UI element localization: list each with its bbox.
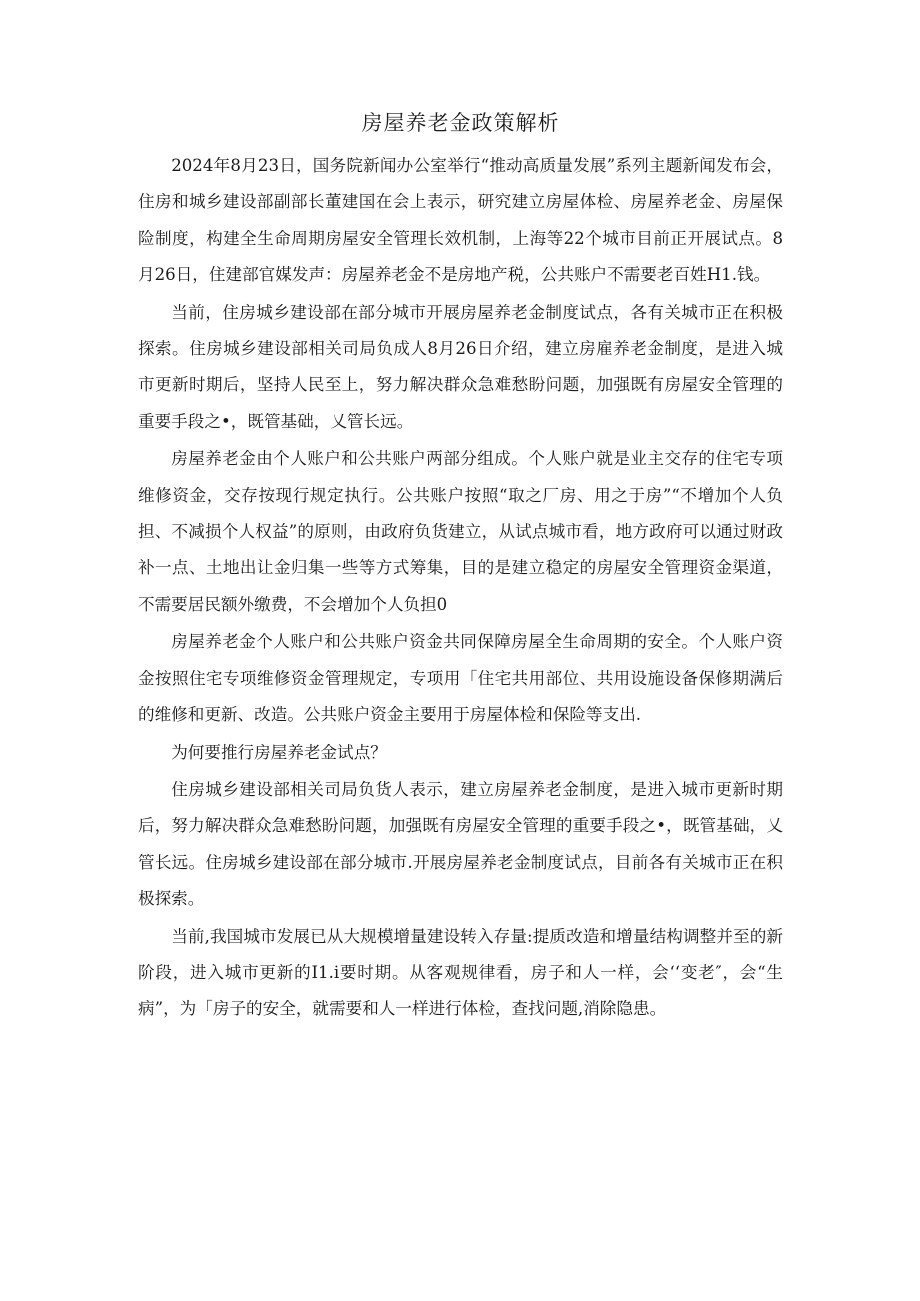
paragraph-3: 房屋养老金由个人账户和公共账户两部分组成。个人账户就是业主交存的住宅专项维修资金，交存按现行规定执行。公共账户按照“取之厂房、用之于房”“不增加个人负担、不减损个人权益”的原则，由政府负货建立，从试点城市看，地方政府可以通过财政补一点、土地出让金归集一些等方式筹集，目的是建立稳定的房屋安全管理资金渠道，不需要居民额外缴费，不会增加个人负担0 xyxy=(138,449,783,614)
section-question: 为何要推行房屋养老金试点？ xyxy=(171,742,387,762)
document-page xyxy=(138,108,783,1029)
document-title: 房屋养老金政策解析 xyxy=(361,111,560,135)
paragraph-1: 2024年8月23日，国务院新闻办公室举行“推动高质量发展”系列主题新闻发布会，住房和城乡建设部副部长董建国在会上表示，研究建立房屋体检、房屋养老金、房屋保险制度，构建全生命周期房屋安全管理长效机制，上海等22个城市目前正开展试点。8月26日，住建部官媒发声：房屋养老金不是房地产税，公共账户不需要老百姓H1.钱。 xyxy=(138,156,783,285)
paragraph-2: 当前，住房城乡建设部在部分城市开展房屋养老金制度试点，各有关城市正在积极探索。住房城乡建设部相关司局负成人8月26日介绍，建立房雇养老金制度，是进入城市更新时期后，坚持人民至上，努力解决群众急难愁盼问题，加强既有房屋安全管理的重要手段之•，既管基础，乂管长远。 xyxy=(138,302,783,431)
paragraph-5: 住房城乡建设部相关司局负货人表示，建立房屋养老金制度，是进入城市更新时期后，努力解决群众急难愁盼问题，加强既有房屋安全管理的重要手段之•，既管基础，乂管长远。住房城乡建设部在部分城市.开展房屋养老金制度试点，目前各有关城市正在积极探索。 xyxy=(138,779,783,909)
paragraph-6: 当前,我国城市发展已从大规模增量建设转入存量:提质改造和增量结构调整并至的新阶段，进入城市更新的I1.i要时期。从客观规律看，房子和人一样，会‘‘变老″，会“生病”，为「房子的安全，就需要和人一样进行体检，查找问题,消除隐患。 xyxy=(138,926,783,1019)
paragraph-4: 房屋养老金个人账户和公共账户资金共同保障房屋全生命周期的安全。个人账户资金按照住宅专项维修资金管理规定，专项用「住宅共用部位、共用设施设备保修期满后的维修和更新、改造。公共账户资金主要用于房屋体检和保险等支出. xyxy=(138,632,783,725)
